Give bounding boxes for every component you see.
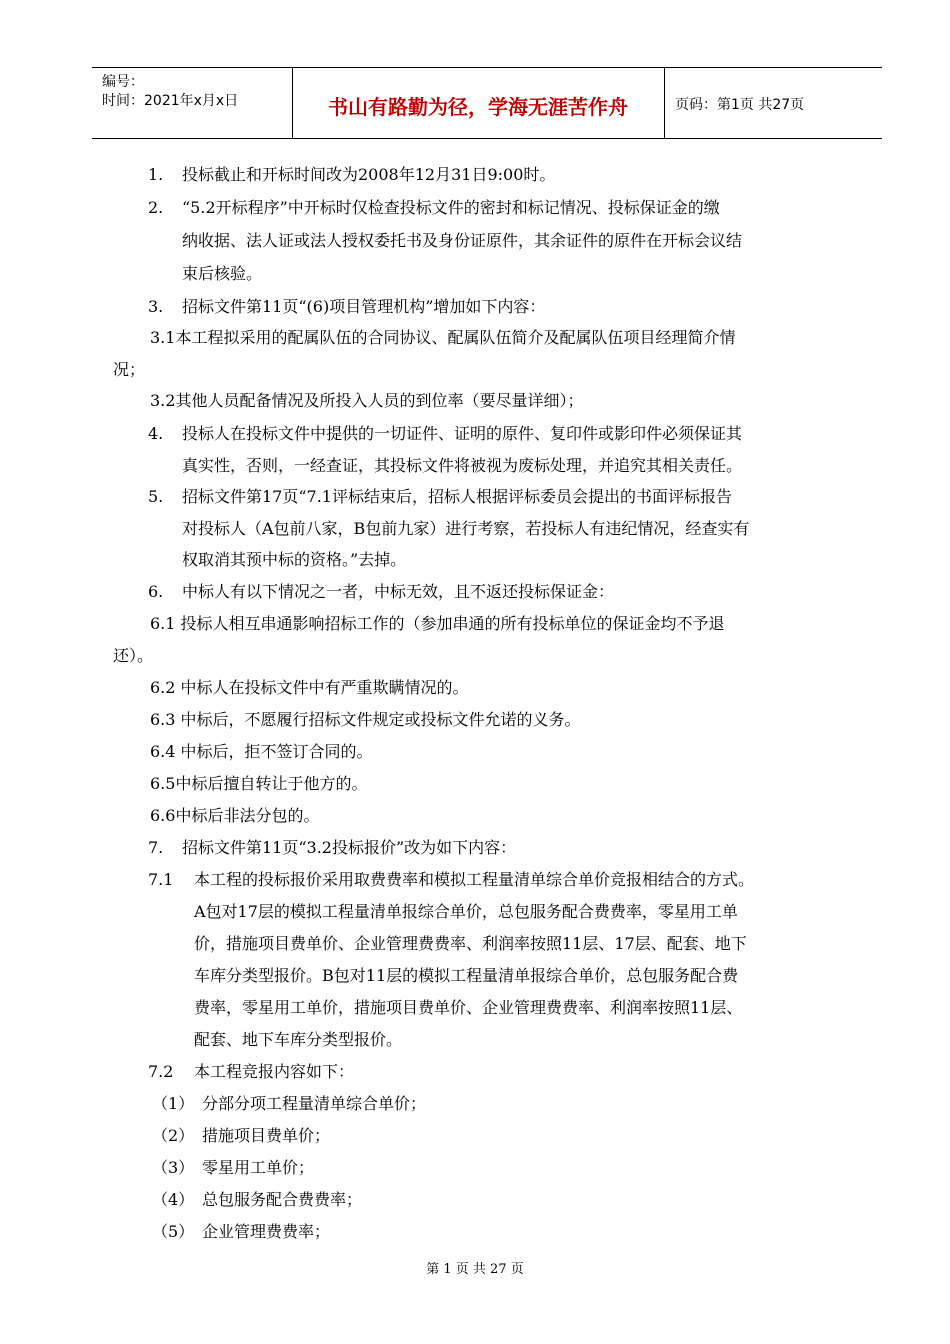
item-number: 1.	[148, 165, 164, 184]
item-6-1-cont: 还）。	[113, 646, 154, 665]
item-3-2: 3.2其他人员配备情况及所投入人员的到位率（要尽量详细）；	[150, 391, 584, 410]
item-number: 4.	[148, 424, 164, 443]
item-6	[148, 582, 614, 602]
sub-item-number: （5）	[152, 1222, 195, 1241]
sub-item-text: 措施项目费单价；	[202, 1126, 331, 1145]
item-7-1-cont: 费率，零星用工单价，措施项目费单价、企业管理费费率、利润率按照11层、	[194, 998, 743, 1017]
item-6-1: 6.1 投标人相互串通影响招标工作的（参加串通的所有投标单位的保证金均不予退	[150, 614, 725, 633]
item-2-cont: 束后核验。	[182, 264, 263, 283]
sub-item-text: 零星用工单价；	[202, 1158, 315, 1177]
item-text: “5.2开标程序”中开标时仅检查投标文件的密封和标记情况、投标保证金的缴	[182, 198, 720, 217]
sub-item-5	[152, 1222, 330, 1242]
page-header	[92, 67, 882, 139]
item-4-cont: 真实性，否则，一经查证，其投标文件将被视为废标处理，并追究其相关责任。	[182, 456, 743, 475]
item-6-6: 6.6中标后非法分包的。	[150, 806, 320, 825]
item-text: 本工程的投标报价采用取费费率和模拟工程量清单综合单价竞报相结合的方式。	[194, 870, 755, 889]
sub-item-number: （1）	[152, 1094, 195, 1113]
item-5	[148, 487, 732, 507]
item-text: 招标文件第11页“3.2投标报价”改为如下内容：	[182, 838, 517, 857]
item-number: 7.1	[148, 870, 174, 889]
item-7	[148, 838, 516, 858]
sub-item-text: 总包服务配合费费率；	[202, 1190, 363, 1209]
sub-item-text: 企业管理费费率；	[202, 1222, 331, 1241]
item-3-1-cont: 况；	[113, 360, 146, 379]
item-6-5: 6.5中标后擅自转让于他方的。	[150, 774, 368, 793]
item-6-3: 6.3 中标后，不愿履行招标文件规定或投标文件允诺的义务。	[150, 710, 581, 729]
item-7-1	[148, 870, 754, 890]
item-2	[148, 198, 720, 218]
item-7-1-cont: A包对17层的模拟工程量清单报综合单价，总包服务配合费费率，零星用工单	[194, 902, 738, 921]
item-text: 招标文件第11页“(6)项目管理机构”增加如下内容：	[182, 297, 546, 316]
item-number: 7.2	[148, 1062, 174, 1081]
time-label: 时间：2021年x月x日	[102, 93, 239, 109]
item-number: 5.	[148, 487, 164, 506]
item-text: 投标人在投标文件中提供的一切证件、证明的原件、复印件或影印件必须保证其	[182, 424, 743, 443]
motto: 书山有路勤为径，学海无涯苦作舟	[328, 95, 628, 119]
item-text: 招标文件第17页“7.1评标结束后，招标人根据评标委员会提出的书面评标报告	[182, 487, 732, 506]
sub-item-number: （3）	[152, 1158, 195, 1177]
item-6-2: 6.2 中标人在投标文件中有严重欺瞒情况的。	[150, 678, 469, 697]
sub-item-text: 分部分项工程量清单综合单价；	[202, 1094, 427, 1113]
item-3-1: 3.1本工程拟采用的配属队伍的合同协议、配属队伍简介及配属队伍项目经理简介情	[150, 328, 736, 347]
item-text: 投标截止和开标时间改为2008年12月31日9:00时。	[182, 165, 556, 184]
sub-item-3	[152, 1158, 314, 1178]
item-7-1-cont: 配套、地下车库分类型报价。	[194, 1030, 403, 1049]
page-footer: 第 1 页 共 27 页	[426, 1262, 524, 1277]
item-1	[148, 165, 555, 185]
item-number: 2.	[148, 198, 164, 217]
header-motto-cell	[292, 68, 665, 138]
sub-item-number: （4）	[152, 1190, 195, 1209]
item-number: 6.	[148, 582, 164, 601]
item-number: 7.	[148, 838, 164, 857]
header-info-cell	[92, 68, 293, 138]
sub-item-2	[152, 1126, 330, 1146]
code-label: 编号：	[102, 74, 144, 90]
item-number: 3.	[148, 297, 164, 316]
item-text: 中标人有以下情况之一者，中标无效，且不返还投标保证金：	[182, 582, 615, 601]
item-5-cont: 权取消其预中标的资格。”去掉。	[182, 550, 407, 569]
sub-item-1	[152, 1094, 426, 1114]
sub-item-4	[152, 1190, 362, 1210]
item-7-2	[148, 1062, 354, 1082]
item-4	[148, 424, 742, 444]
sub-item-number: （2）	[152, 1126, 195, 1145]
item-5-cont: 对投标人（A包前八家，B包前九家）进行考察，若投标人有违纪情况，经查实有	[182, 519, 750, 538]
item-2-cont: 纳收据、法人证或法人授权委托书及身份证原件，其余证件的原件在开标会议结	[182, 231, 743, 250]
header-page-cell	[665, 68, 882, 138]
page-info: 页码：第1页 共27页	[675, 97, 805, 113]
item-text: 本工程竞报内容如下：	[194, 1062, 355, 1081]
item-3	[148, 297, 545, 317]
item-7-1-cont: 价，措施项目费单价、企业管理费费率、利润率按照11层、17层、配套、地下	[194, 934, 747, 953]
item-7-1-cont: 车库分类型报价。B包对11层的模拟工程量清单报综合单价，总包服务配合费	[194, 966, 739, 985]
item-6-4: 6.4 中标后，拒不签订合同的。	[150, 742, 373, 761]
